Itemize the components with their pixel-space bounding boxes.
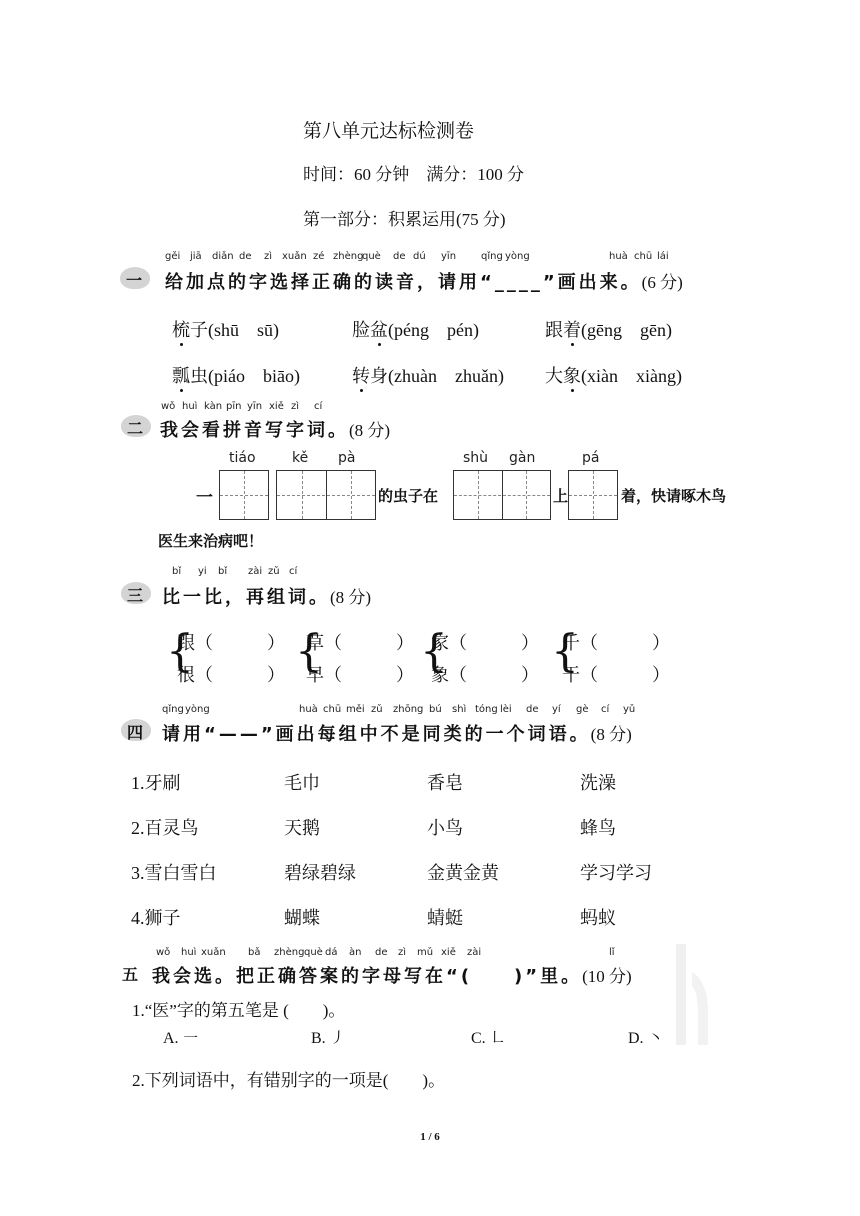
pinyin-syllable: àn (349, 947, 362, 958)
word-option[interactable]: 天鹅 (284, 818, 320, 838)
option-c[interactable]: C. ㇗ (471, 1030, 506, 1047)
pinyin-syllable: yòng (185, 704, 210, 715)
option-b[interactable]: B. ㇓ (311, 1030, 346, 1047)
word-option[interactable]: 蝴蝶 (284, 908, 320, 928)
word-option[interactable]: 1.牙刷 (131, 773, 181, 793)
writing-box[interactable] (219, 470, 269, 520)
pinyin-syllable: wǒ (156, 947, 171, 958)
box-pinyin: pá (582, 450, 600, 466)
sentence-line-2: 医生来治病吧！ (158, 532, 264, 550)
brace-icon: { (420, 626, 448, 677)
option-choices: (péng pén) (388, 320, 479, 340)
pinyin-syllable: jiā (190, 251, 202, 262)
option-prefix: 大 (545, 366, 563, 386)
pinyin-syllable: xiě (269, 401, 284, 412)
word-blank[interactable]: 家（ ） (431, 633, 539, 653)
pinyin-syllable: zhōng (393, 704, 424, 715)
question-2: 2.下列词语中，有错别字的一项是( )。 (132, 1071, 446, 1090)
pinyin-syllable: huà (609, 251, 628, 262)
dotted-character: 转 (352, 366, 370, 386)
pinyin-syllable: de (393, 251, 406, 262)
word-option[interactable]: 4.狮子 (131, 908, 181, 928)
part-heading: 第一部分：积累运用(75 分) (303, 210, 506, 229)
pinyin-syllable: cí (314, 401, 323, 412)
word-option[interactable]: 蜂鸟 (580, 818, 616, 838)
pinyin-syllable: huì (181, 947, 197, 958)
option-prefix: 跟 (545, 320, 563, 340)
dotted-character: 象 (563, 366, 581, 386)
option-choices: 身(zhuàn zhuǎn) (370, 366, 504, 386)
box-pinyin: kě (292, 450, 309, 466)
pinyin-syllable: lǐ (609, 947, 615, 958)
reading-option[interactable] (545, 316, 672, 342)
pinyin-syllable: tóng (475, 704, 498, 715)
pinyin-syllable: zé (313, 251, 325, 262)
option-choices: (gēng gēn) (581, 320, 672, 340)
option-choices: (xiàn xiàng) (581, 366, 682, 386)
section-title (165, 268, 683, 294)
pinyin-syllable: cí (289, 566, 298, 577)
pinyin-syllable: lái (657, 251, 669, 262)
pinyin-syllable: de (375, 947, 388, 958)
pinyin-syllable: pīn (226, 401, 242, 412)
box-pinyin: tiáo (229, 450, 256, 466)
pinyin-syllable: huà (299, 704, 318, 715)
brace-icon: { (295, 626, 323, 677)
pinyin-syllable: xuǎn (282, 251, 307, 262)
section-score: (8 分) (330, 588, 372, 607)
pinyin-syllable: yīn (441, 251, 457, 262)
pinyin-syllable: zhèng (274, 947, 305, 958)
option-choices: 子(shū sū) (190, 320, 279, 340)
section-text: 我会看拼音写字词。 (160, 420, 349, 441)
word-blank[interactable]: 很（ ） (177, 665, 285, 685)
pinyin-syllable: de (526, 704, 539, 715)
section-badge: 五 (122, 965, 139, 984)
pinyin-syllable: kàn (204, 401, 223, 412)
sentence-middle: 的虫子在 (378, 487, 439, 505)
pinyin-syllable: zhèng (333, 251, 364, 262)
section-text: 给加点的字选择正确的读音，请用“____”画出来。 (165, 272, 642, 293)
reading-option[interactable] (172, 362, 300, 388)
section-title (162, 720, 632, 746)
word-blank[interactable]: 草（ ） (306, 633, 414, 653)
section-score: (6 分) (641, 273, 683, 292)
section-text: 我会选。把正确答案的字母写在“( )”里。 (152, 966, 583, 987)
box-pinyin: gàn (509, 450, 536, 466)
option-prefix: 脸 (352, 320, 370, 340)
word-blank[interactable]: 象（ ） (431, 665, 539, 685)
section-badge: 四 (127, 723, 144, 742)
word-blank[interactable]: 千（ ） (562, 633, 670, 653)
dotted-character: 着 (563, 320, 581, 340)
section-text: 请用“——”画出每组中不是同类的一个词语。 (162, 724, 591, 745)
pinyin-syllable: yīn (247, 401, 263, 412)
pinyin-syllable: yi (198, 566, 207, 577)
section-score: (10 分) (582, 967, 632, 986)
word-option[interactable]: 金黄金黄 (427, 863, 499, 883)
pinyin-syllable: mǔ (417, 947, 434, 958)
box-pinyin: pà (338, 450, 356, 466)
pinyin-syllable: zǔ (268, 566, 280, 577)
option-choices: 虫(piáo biāo) (190, 366, 300, 386)
option-a[interactable]: A. ㇐ (163, 1030, 199, 1047)
reading-option[interactable] (352, 316, 479, 342)
pinyin-syllable: bú (429, 704, 442, 715)
pinyin-syllable: yí (552, 704, 561, 715)
watermark-icon (672, 942, 712, 1047)
pinyin-syllable: dá (325, 947, 338, 958)
pinyin-syllable: diǎn (212, 251, 234, 262)
pinyin-syllable: zài (467, 947, 482, 958)
pinyin-syllable: cí (601, 704, 610, 715)
dotted-character: 梳 (172, 320, 190, 340)
word-blank[interactable]: 跟（ ） (177, 633, 285, 653)
dotted-character: 瓢 (172, 366, 190, 386)
section-title (160, 416, 390, 442)
word-blank[interactable]: 干（ ） (562, 665, 670, 685)
pinyin-syllable: de (239, 251, 252, 262)
pinyin-syllable: yǔ (623, 704, 636, 715)
word-option[interactable]: 香皂 (427, 773, 463, 793)
section-badge: 二 (127, 419, 144, 438)
reading-option[interactable] (172, 316, 279, 342)
word-option[interactable]: 毛巾 (284, 773, 320, 793)
writing-box[interactable] (568, 470, 618, 520)
pinyin-syllable: zì (264, 251, 273, 262)
pinyin-syllable: yòng (505, 251, 530, 262)
word-option[interactable]: 小鸟 (427, 818, 463, 838)
pinyin-syllable: bǐ (172, 566, 182, 577)
section-text: 比一比，再组词。 (162, 587, 330, 608)
pinyin-syllable: xuǎn (201, 947, 226, 958)
pinyin-syllable: dú (413, 251, 426, 262)
pinyin-syllable: shì (452, 704, 467, 715)
section-score: (8 分) (590, 725, 632, 744)
pinyin-syllable: wǒ (161, 401, 176, 412)
pinyin-syllable: chū (634, 251, 653, 262)
pinyin-syllable: què (362, 251, 381, 262)
pinyin-syllable: bǎ (248, 947, 261, 958)
writing-box[interactable] (276, 470, 376, 520)
word-blank[interactable]: 早（ ） (306, 665, 414, 685)
pinyin-syllable: zài (248, 566, 263, 577)
word-option[interactable]: 洗澡 (580, 773, 616, 793)
section-title (162, 583, 371, 609)
word-option[interactable]: 3.雪白雪白 (131, 863, 217, 883)
time-info: 时间：60 分钟 满分：100 分 (303, 165, 524, 184)
word-option[interactable]: 2.百灵鸟 (131, 818, 199, 838)
pinyin-syllable: qǐng (481, 251, 503, 262)
word-option[interactable]: 学习学习 (580, 863, 652, 883)
word-option[interactable]: 碧绿碧绿 (284, 863, 356, 883)
reading-option[interactable] (545, 362, 682, 388)
option-d[interactable]: D. ㇔ (628, 1030, 664, 1047)
brace-icon: { (166, 626, 194, 677)
sentence-middle: 上 (553, 487, 569, 505)
brace-icon: { (551, 626, 579, 677)
pinyin-syllable: chū (323, 704, 342, 715)
pinyin-syllable: gěi (165, 251, 181, 262)
pinyin-syllable: zǔ (371, 704, 383, 715)
pinyin-syllable: què (304, 947, 323, 958)
pinyin-syllable: huì (182, 401, 198, 412)
word-option[interactable]: 蜻蜓 (427, 908, 463, 928)
pinyin-syllable: bǐ (218, 566, 228, 577)
pinyin-syllable: lèi (500, 704, 512, 715)
sentence-prefix: 一 (196, 488, 213, 508)
box-pinyin: shù (463, 450, 489, 466)
section-score: (8 分) (349, 421, 391, 440)
pinyin-syllable: xiě (441, 947, 456, 958)
section-badge: 三 (127, 586, 144, 605)
sentence-end: 着，快请啄木鸟 (621, 487, 727, 505)
word-option[interactable]: 蚂蚁 (580, 908, 616, 928)
page-number: 1 / 6 (420, 1131, 440, 1143)
section-title (152, 962, 632, 988)
pinyin-syllable: qǐng (162, 704, 184, 715)
section-badge: 一 (126, 271, 143, 290)
question-1: 1.“医”字的第五笔是 ( )。 (132, 1001, 346, 1020)
pinyin-syllable: zì (291, 401, 300, 412)
reading-option[interactable] (352, 362, 504, 388)
pinyin-syllable: zì (398, 947, 407, 958)
pinyin-syllable: měi (346, 704, 365, 715)
writing-box[interactable] (453, 470, 551, 520)
dotted-character: 盆 (370, 320, 388, 340)
pinyin-syllable: gè (576, 704, 589, 715)
page-title: 第八单元达标检测卷 (303, 121, 475, 142)
